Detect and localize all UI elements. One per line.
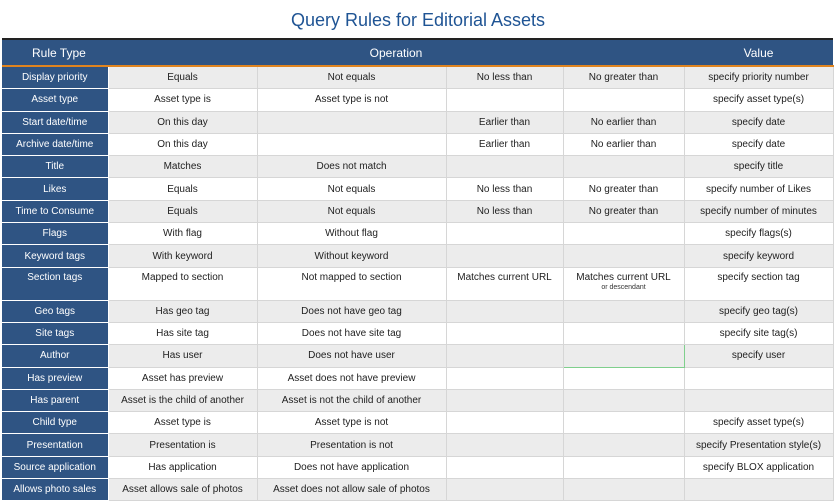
operation-cell[interactable] (446, 223, 563, 245)
value-cell[interactable] (684, 66, 833, 89)
rule-type-text: Has parent (30, 395, 80, 406)
operation-cell[interactable] (563, 133, 684, 155)
operation-text: Not equals (327, 183, 376, 195)
operation-text: Asset type is (154, 417, 211, 429)
value-text: specify Presentation style(s) (695, 439, 822, 451)
operation-text: Not mapped to section (301, 271, 402, 283)
operation-cell[interactable] (563, 434, 684, 456)
page-title: Query Rules for Editorial Assets (290, 10, 546, 30)
value-text: specify BLOX application (702, 461, 815, 473)
operation-cell[interactable] (257, 345, 446, 367)
operation-text: No earlier than (590, 116, 657, 128)
operation-cell[interactable] (563, 389, 684, 411)
operation-text: No less than (476, 205, 533, 217)
operation-text: Asset allows sale of photos (122, 484, 243, 496)
operation-cell[interactable] (108, 178, 257, 200)
operation-cell[interactable] (257, 245, 446, 267)
operation-cell[interactable] (563, 412, 684, 434)
operation-cell[interactable] (257, 89, 446, 111)
operation-cell[interactable] (446, 389, 563, 411)
table-row (2, 412, 833, 434)
header-operation: Operation (108, 39, 684, 66)
operation-text: Equals (167, 72, 198, 84)
operation-cell[interactable] (446, 178, 563, 200)
rule-type-cell[interactable] (2, 389, 108, 411)
rule-type-text: Flags (42, 228, 67, 240)
rule-type-cell[interactable] (2, 345, 108, 367)
rule-type-text: Presentation (26, 439, 83, 451)
table-row (2, 300, 833, 322)
value-text: specify priority number (708, 72, 809, 84)
operation-cell[interactable] (108, 111, 257, 133)
operation-cell[interactable] (257, 267, 446, 300)
table-row (2, 345, 833, 367)
rule-type-cell[interactable] (2, 133, 108, 155)
value-text: specify asset type(s) (712, 94, 805, 106)
value-text: specify flags(s) (725, 228, 792, 240)
operation-cell[interactable] (446, 322, 563, 344)
operation-cell[interactable] (257, 133, 446, 155)
value-text: specify date (731, 139, 786, 151)
operation-text: Not equals (327, 205, 376, 217)
table-row (2, 322, 833, 344)
operation-cell[interactable] (108, 367, 257, 389)
header-value: Value (684, 39, 833, 66)
operation-cell[interactable] (257, 322, 446, 344)
table-row (2, 111, 833, 133)
operation-text: Matches (163, 161, 202, 173)
operation-cell[interactable] (108, 66, 257, 89)
value-cell[interactable] (684, 412, 833, 434)
value-text: specify date (731, 116, 786, 128)
value-cell[interactable] (684, 479, 833, 501)
operation-text: No greater than (588, 72, 659, 84)
operation-cell[interactable] (563, 66, 684, 89)
operation-cell[interactable] (446, 200, 563, 222)
rule-type-cell[interactable] (2, 200, 108, 222)
rule-type-text: Title (45, 161, 65, 173)
table-row (2, 200, 833, 222)
rule-type-cell[interactable] (2, 367, 108, 389)
table-row (2, 245, 833, 267)
rule-type-cell[interactable] (2, 322, 108, 344)
rule-type-cell[interactable] (2, 178, 108, 200)
value-cell[interactable] (684, 456, 833, 478)
value-cell[interactable] (684, 156, 833, 178)
operation-cell[interactable] (108, 456, 257, 478)
operation-cell[interactable] (257, 456, 446, 478)
operation-cell[interactable] (446, 300, 563, 322)
operation-cell[interactable] (446, 133, 563, 155)
rule-type-text: Time to Consume (15, 205, 95, 217)
operation-cell[interactable] (108, 345, 257, 367)
table-row (2, 367, 833, 389)
value-cell[interactable] (684, 223, 833, 245)
operation-cell[interactable] (108, 389, 257, 411)
value-cell[interactable] (684, 267, 833, 300)
operation-cell[interactable] (446, 367, 563, 389)
table-row (2, 389, 833, 411)
operation-text: Does not have geo tag (301, 305, 402, 317)
operation-text: Presentation is not (310, 439, 393, 451)
operation-text: With keyword (152, 250, 213, 262)
operation-cell[interactable] (257, 389, 446, 411)
operation-cell[interactable] (563, 300, 684, 322)
value-cell[interactable] (684, 89, 833, 111)
operation-cell[interactable] (257, 434, 446, 456)
operation-cell[interactable] (563, 479, 684, 501)
value-text: specify asset type(s) (712, 417, 805, 429)
rule-type-cell[interactable] (2, 111, 108, 133)
operation-text: Equals (167, 205, 198, 217)
operation-text: Does not have site tag (301, 328, 402, 340)
operation-cell[interactable] (257, 223, 446, 245)
rule-type-text: Child type (32, 417, 77, 429)
operation-text: Matches current URL (457, 271, 552, 283)
operation-text: Asset type is not (314, 417, 389, 429)
operation-cell[interactable] (257, 479, 446, 501)
operation-text: Presentation is (149, 439, 216, 451)
operation-text: Asset type is not (314, 94, 389, 106)
table-row (2, 133, 833, 155)
rule-type-cell[interactable] (2, 412, 108, 434)
operation-text: Asset has preview (141, 372, 224, 384)
rule-type-cell[interactable] (2, 223, 108, 245)
operation-text: Without keyword (314, 250, 389, 262)
operation-cell[interactable] (108, 267, 257, 300)
operation-cell[interactable] (257, 412, 446, 434)
table-row (2, 267, 833, 300)
rule-type-cell[interactable] (2, 300, 108, 322)
operation-text: With flag (163, 228, 202, 240)
operation-cell[interactable] (563, 456, 684, 478)
rule-type-text: Allows photo sales (13, 484, 97, 496)
value-text: specify section tag (717, 271, 800, 283)
table-row (2, 89, 833, 111)
operation-cell[interactable] (446, 345, 563, 367)
rule-type-cell[interactable] (2, 456, 108, 478)
operation-cell[interactable] (563, 156, 684, 178)
rule-type-cell[interactable] (2, 89, 108, 111)
operation-cell[interactable] (563, 245, 684, 267)
rule-type-text: Section tags (27, 271, 83, 283)
rule-type-cell[interactable] (2, 267, 108, 300)
operation-text: On this day (157, 116, 208, 128)
operation-cell[interactable] (108, 89, 257, 111)
operation-cell[interactable] (563, 111, 684, 133)
value-text: specify number of Likes (705, 183, 812, 195)
operation-cell[interactable] (563, 367, 684, 389)
operation-cell[interactable] (446, 245, 563, 267)
value-cell[interactable] (684, 133, 833, 155)
operation-cell[interactable] (563, 89, 684, 111)
value-cell[interactable] (684, 300, 833, 322)
operation-cell[interactable] (257, 66, 446, 89)
operation-cell[interactable] (563, 178, 684, 200)
operation-cell[interactable] (108, 479, 257, 501)
value-cell[interactable] (684, 367, 833, 389)
operation-cell[interactable] (563, 223, 684, 245)
rule-type-text: Has preview (27, 372, 83, 384)
value-text: specify user (731, 350, 786, 362)
operation-text: Asset type is (154, 94, 211, 106)
operation-cell[interactable] (108, 322, 257, 344)
operation-cell[interactable] (563, 322, 684, 344)
operation-text: Without flag (325, 228, 378, 240)
operation-text: Asset does not have preview (287, 372, 416, 384)
header-row (2, 39, 833, 66)
operation-cell[interactable] (446, 267, 563, 300)
operation-text: No greater than (588, 183, 659, 195)
operation-text: Equals (167, 183, 198, 195)
operation-text: Not equals (327, 72, 376, 84)
operation-text: No greater than (588, 205, 659, 217)
operation-cell[interactable] (108, 156, 257, 178)
rule-type-text: Display priority (21, 72, 88, 84)
operation-cell[interactable] (108, 300, 257, 322)
operation-cell[interactable] (257, 156, 446, 178)
operation-text: No less than (476, 183, 533, 195)
operation-cell[interactable] (257, 111, 446, 133)
operation-cell[interactable] (563, 345, 684, 367)
table-row (2, 178, 833, 200)
operation-cell[interactable] (446, 412, 563, 434)
operation-text: Has user (162, 350, 203, 362)
operation-cell[interactable] (563, 267, 684, 300)
operation-text: Does not have application (293, 461, 410, 473)
operation-text: Has application (148, 461, 217, 473)
operation-cell[interactable] (446, 479, 563, 501)
table-row (2, 156, 833, 178)
operation-cell[interactable] (446, 456, 563, 478)
value-cell[interactable] (684, 111, 833, 133)
header-rule-type: Rule Type (2, 39, 108, 66)
operation-text: On this day (157, 139, 208, 151)
value-cell[interactable] (684, 178, 833, 200)
rule-type-cell[interactable] (2, 434, 108, 456)
rule-type-cell[interactable] (2, 156, 108, 178)
operation-text: Asset does not allow sale of photos (273, 484, 430, 496)
operation-text: Asset is not the child of another (281, 395, 422, 406)
rule-type-cell[interactable] (2, 245, 108, 267)
operation-text: Asset is the child of another (121, 395, 244, 406)
rule-type-text: Site tags (35, 328, 75, 340)
table-row (2, 223, 833, 245)
operation-text: Does not match (316, 161, 387, 173)
operation-cell[interactable] (257, 200, 446, 222)
value-cell[interactable] (684, 389, 833, 411)
operation-cell[interactable] (257, 178, 446, 200)
rule-type-text: Author (40, 350, 70, 362)
value-cell[interactable] (684, 245, 833, 267)
operation-text: Mapped to section (141, 271, 224, 283)
operation-cell[interactable] (108, 133, 257, 155)
rule-type-cell[interactable] (2, 66, 108, 89)
table-row (2, 456, 833, 478)
operation-text: No less than (476, 72, 533, 84)
operation-cell[interactable] (108, 245, 257, 267)
table-row (2, 434, 833, 456)
operation-text: No earlier than (590, 139, 657, 151)
rule-type-text: Likes (43, 183, 67, 195)
operation-cell[interactable] (108, 200, 257, 222)
operation-text: Matches current URL (576, 271, 671, 283)
value-text: specify site tag(s) (719, 328, 798, 340)
rule-type-text: Geo tags (34, 305, 76, 317)
value-text: specify number of minutes (700, 205, 817, 217)
operation-cell[interactable] (446, 111, 563, 133)
operation-cell[interactable] (446, 156, 563, 178)
operation-cell[interactable] (446, 89, 563, 111)
table-row (2, 479, 833, 501)
operation-cell[interactable] (257, 367, 446, 389)
rule-type-text: Source application (13, 461, 96, 473)
operation-cell[interactable] (446, 434, 563, 456)
operation-subtext: or descendant (601, 283, 646, 291)
rule-type-text: Keyword tags (24, 250, 86, 262)
value-cell[interactable] (684, 200, 833, 222)
rule-type-text: Archive date/time (16, 139, 94, 151)
operation-text: Has geo tag (155, 305, 210, 317)
value-cell[interactable] (684, 322, 833, 344)
operation-cell[interactable] (446, 66, 563, 89)
value-text: specify title (733, 161, 784, 173)
operation-cell[interactable] (108, 223, 257, 245)
query-rules-table (2, 38, 834, 501)
operation-cell[interactable] (257, 300, 446, 322)
operation-cell[interactable] (563, 200, 684, 222)
rule-type-text: Start date/time (22, 116, 88, 128)
operation-cell[interactable] (108, 434, 257, 456)
value-cell[interactable] (684, 345, 833, 367)
operation-cell[interactable] (108, 412, 257, 434)
value-text: specify keyword (722, 250, 795, 262)
operation-text: Earlier than (478, 116, 531, 128)
operation-text: Does not have user (308, 350, 395, 362)
table-row (2, 66, 833, 89)
operation-text: Earlier than (478, 139, 531, 151)
rule-type-cell[interactable] (2, 479, 108, 501)
value-cell[interactable] (684, 434, 833, 456)
value-text: specify geo tag(s) (719, 305, 798, 317)
rule-type-text: Asset type (31, 94, 79, 106)
operation-text: Has site tag (156, 328, 209, 340)
